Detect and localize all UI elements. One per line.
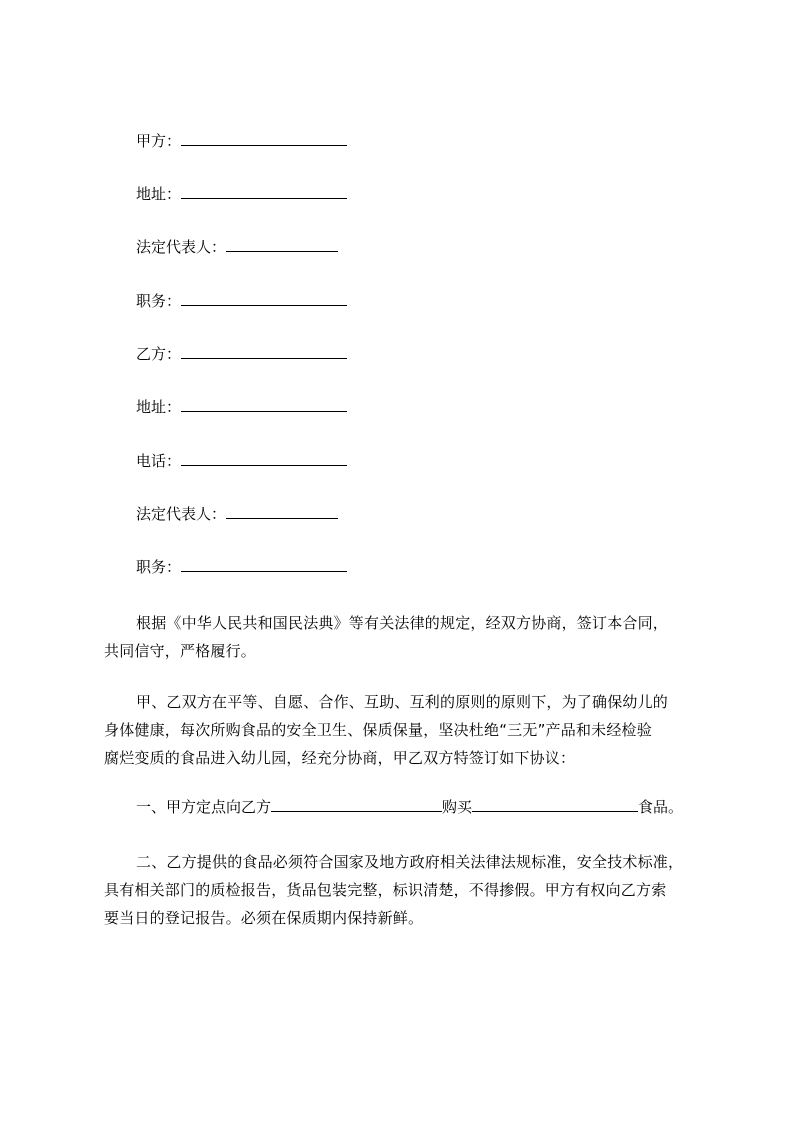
party-b-address-field [136,397,347,417]
clause-1-prefix: 一、甲方定点向乙方 [136,798,272,816]
clause-2 [104,848,696,932]
preamble-line-2: 共同信守，严格履行。 [104,642,257,660]
supplier-location-blank[interactable] [271,797,442,812]
party-b-rep-label: 法定代表人： [136,505,227,523]
party-b-address-label: 地址： [136,398,182,416]
clause-2-line-1: 二、乙方提供的食品必须符合国家及地方政府相关法律法规标准，安全技术标准， [136,853,684,871]
purpose-line-3: 腐烂变质的食品进入幼儿园，经充分协商，甲乙双方特签订如下协议： [104,749,576,767]
clause-1-middle: 购买 [442,798,473,816]
party-a-field [136,131,347,151]
party-a-blank[interactable] [181,131,347,146]
party-b-position-blank[interactable] [181,557,347,572]
party-b-position-label: 职务： [136,558,182,576]
party-b-blank[interactable] [181,344,347,359]
purpose-paragraph [104,688,696,772]
preamble-line-1: 根据《中华人民共和国民法典》等有关法律的规定，经双方协商，签订本合同， [136,614,669,632]
party-b-phone-label: 电话： [136,452,182,470]
purpose-line-1: 甲、乙双方在平等、自愿、合作、互助、互利的原则的原则下，为了确保幼儿的 [136,693,669,711]
party-b-position-field [136,557,347,577]
party-a-label: 甲方： [136,132,182,150]
party-b-rep-field [136,504,338,524]
clause-2-line-3: 要当日的登记报告。必须在保质期内保持新鲜。 [104,909,424,927]
party-b-field [136,344,347,364]
party-b-phone-blank[interactable] [181,451,347,466]
party-a-rep-label: 法定代表人： [136,238,227,256]
party-a-rep-blank[interactable] [226,237,338,252]
purpose-line-2: 身体健康，每次所购食品的安全卫生、保质保量，坚决杜绝“三无”产品和未经检验 [104,721,652,739]
party-a-address-field [136,184,347,204]
preamble-paragraph [104,609,696,665]
party-b-rep-blank[interactable] [226,504,338,519]
party-b-label: 乙方： [136,345,182,363]
party-a-position-label: 职务： [136,292,182,310]
clause-2-line-2: 具有相关部门的质检报告，货品包装完整，标识清楚，不得掺假。甲方有权向乙方索 [104,881,667,899]
party-b-phone-field [136,451,347,471]
clause-1 [136,797,683,817]
party-a-position-field [136,291,347,311]
food-type-blank[interactable] [472,797,638,812]
party-a-address-label: 地址： [136,185,182,203]
party-a-rep-field [136,237,338,257]
party-a-address-blank[interactable] [181,184,347,199]
party-a-position-blank[interactable] [181,291,347,306]
clause-1-suffix: 食品。 [638,798,684,816]
party-b-address-blank[interactable] [181,397,347,412]
